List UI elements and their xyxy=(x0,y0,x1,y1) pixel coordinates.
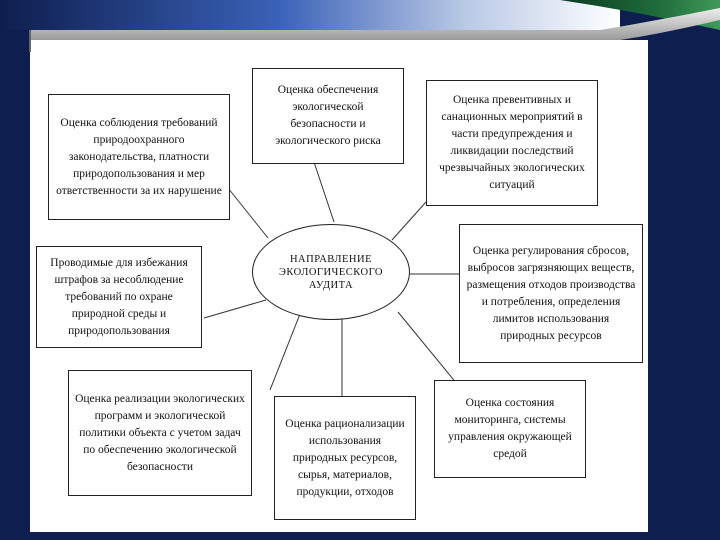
node-text: Оценка соблюдения требований природоохранного законодательства, платности природопользования и мер ответственности за их нарушение xyxy=(56,116,222,197)
node-text: Оценка состояния мониторинга, системы управления окружающей средой xyxy=(448,397,572,460)
node-legal-compliance xyxy=(48,94,230,220)
left-frame-band xyxy=(0,0,30,540)
node-fine-avoidance xyxy=(36,246,202,348)
node-monitoring xyxy=(434,380,586,478)
node-text: Проводимые для избежания штрафов за несоблюдение требований по охране природной среды и природопользования xyxy=(50,256,188,337)
node-text: Оценка реализации экологических программ и экологической политики объекта с учетом задач по обеспечению экологической безопасности xyxy=(75,392,245,473)
node-resource-use xyxy=(274,396,416,520)
node-eco-programs xyxy=(68,370,252,496)
node-text: Оценка регулирования сбросов, выбросов загрязняющих веществ, размещения отходов производства и потребления, определения лимитов использования природных ресурсов xyxy=(466,244,636,342)
right-frame-band xyxy=(648,0,720,540)
node-emissions-regulation xyxy=(459,224,643,363)
node-ecological-safety xyxy=(252,68,404,164)
node-emergency-measures xyxy=(426,80,598,206)
center-label: НАПРАВЛЕНИЕ ЭКОЛОГИЧЕСКОГО АУДИТА xyxy=(278,253,384,291)
diagram-canvas xyxy=(30,52,648,532)
node-text: Оценка обеспечения экологической безопасности и экологического риска xyxy=(275,84,381,147)
node-text: Оценка рационализации использования природных ресурсов, сырья, материалов, продукции, отходов xyxy=(285,417,405,498)
center-ellipse xyxy=(252,224,410,320)
bottom-frame-band xyxy=(0,532,720,540)
header-swoosh xyxy=(0,0,720,52)
node-text: Оценка превентивных и санационных мероприятий в части предупреждения и ликвидации последствий чрезвычайных экологических ситуаций xyxy=(439,94,585,191)
